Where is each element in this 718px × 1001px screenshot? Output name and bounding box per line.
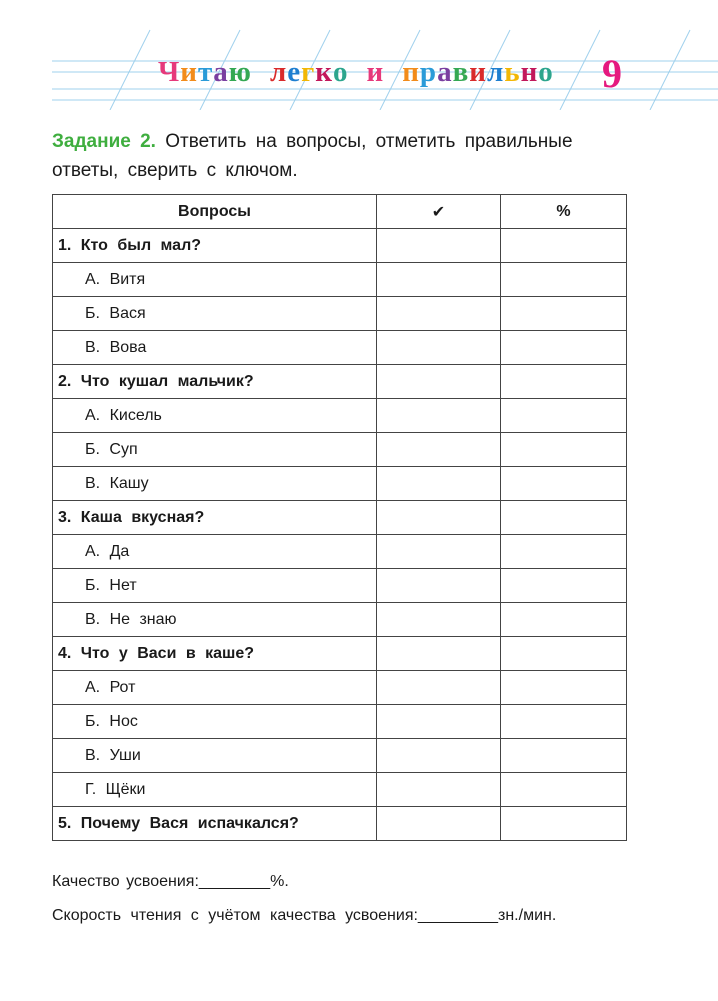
page-number: 9 — [602, 51, 622, 96]
title-word: Читаю — [158, 56, 252, 88]
question-row — [53, 229, 627, 263]
percent-cell[interactable] — [500, 603, 626, 637]
page-title — [158, 56, 572, 89]
question-row — [53, 501, 627, 535]
percent-cell[interactable] — [500, 229, 626, 263]
percent-cell[interactable] — [500, 773, 626, 807]
percent-cell[interactable] — [500, 467, 626, 501]
answer-text: В. Кашу — [53, 467, 377, 501]
speed-line: Скорость чтения с учётом качества усвоения:_________зн./мин. — [52, 907, 557, 924]
check-cell[interactable] — [377, 433, 501, 467]
check-cell[interactable] — [377, 637, 501, 671]
quality-line: Качество усвоения:________%. — [52, 873, 289, 890]
percent-cell[interactable] — [500, 739, 626, 773]
check-cell[interactable] — [377, 399, 501, 433]
answer-row — [53, 705, 627, 739]
answer-row — [53, 331, 627, 365]
check-cell[interactable] — [377, 467, 501, 501]
answer-text: А. Да — [53, 535, 377, 569]
check-cell[interactable] — [377, 739, 501, 773]
header-check: ✔ — [377, 195, 501, 229]
question-row — [53, 807, 627, 841]
check-cell[interactable] — [377, 603, 501, 637]
table-body — [53, 229, 627, 841]
question-text: 1. Кто был мал? — [53, 229, 377, 263]
percent-cell[interactable] — [500, 705, 626, 739]
answer-row — [53, 399, 627, 433]
check-cell[interactable] — [377, 705, 501, 739]
task-label: Задание 2. — [52, 131, 156, 152]
check-cell[interactable] — [377, 671, 501, 705]
answer-text: Б. Нет — [53, 569, 377, 603]
answer-text: А. Рот — [53, 671, 377, 705]
question-row — [53, 365, 627, 399]
answer-row — [53, 671, 627, 705]
question-text: 4. Что у Васи в каше? — [53, 637, 377, 671]
answer-row — [53, 603, 627, 637]
check-cell[interactable] — [377, 535, 501, 569]
header-questions: Вопросы — [53, 195, 377, 229]
percent-cell[interactable] — [500, 637, 626, 671]
answer-row — [53, 263, 627, 297]
answer-text: В. Уши — [53, 739, 377, 773]
answer-row — [53, 535, 627, 569]
task-text: Ответить на вопросы, отметить правильные ответы, сверить с ключом. — [52, 131, 573, 181]
check-cell[interactable] — [377, 501, 501, 535]
answer-text: А. Кисель — [53, 399, 377, 433]
page-header — [0, 0, 718, 110]
check-cell[interactable] — [377, 569, 501, 603]
question-row — [53, 637, 627, 671]
title-word: легко — [269, 56, 349, 88]
table-header-row — [53, 195, 627, 229]
check-cell[interactable] — [377, 807, 501, 841]
answer-text: В. Вова — [53, 331, 377, 365]
percent-cell[interactable] — [500, 807, 626, 841]
question-text: 2. Что кушал мальчик? — [53, 365, 377, 399]
answer-row — [53, 739, 627, 773]
questions-table — [52, 194, 627, 841]
percent-cell[interactable] — [500, 263, 626, 297]
answer-row — [53, 569, 627, 603]
question-text: 3. Каша вкусная? — [53, 501, 377, 535]
answer-text: Б. Вася — [53, 297, 377, 331]
percent-cell[interactable] — [500, 501, 626, 535]
header-percent: % — [500, 195, 626, 229]
answer-text: В. Не знаю — [53, 603, 377, 637]
title-word: и — [366, 56, 385, 88]
check-cell[interactable] — [377, 773, 501, 807]
question-text: 5. Почему Вася испачкался? — [53, 807, 377, 841]
check-cell[interactable] — [377, 365, 501, 399]
percent-cell[interactable] — [500, 399, 626, 433]
check-cell[interactable] — [377, 263, 501, 297]
percent-cell[interactable] — [500, 297, 626, 331]
title-word: правильно — [402, 56, 554, 88]
check-cell[interactable] — [377, 229, 501, 263]
answer-row — [53, 773, 627, 807]
answer-text: А. Витя — [53, 263, 377, 297]
answer-text: Б. Суп — [53, 433, 377, 467]
answer-row — [53, 433, 627, 467]
answer-row — [53, 467, 627, 501]
percent-cell[interactable] — [500, 433, 626, 467]
check-cell[interactable] — [377, 331, 501, 365]
percent-cell[interactable] — [500, 365, 626, 399]
task-instruction — [52, 127, 632, 185]
percent-cell[interactable] — [500, 331, 626, 365]
percent-cell[interactable] — [500, 569, 626, 603]
check-cell[interactable] — [377, 297, 501, 331]
percent-cell[interactable] — [500, 535, 626, 569]
answer-row — [53, 297, 627, 331]
answer-text: Б. Нос — [53, 705, 377, 739]
percent-cell[interactable] — [500, 671, 626, 705]
answer-text: Г. Щёки — [53, 773, 377, 807]
